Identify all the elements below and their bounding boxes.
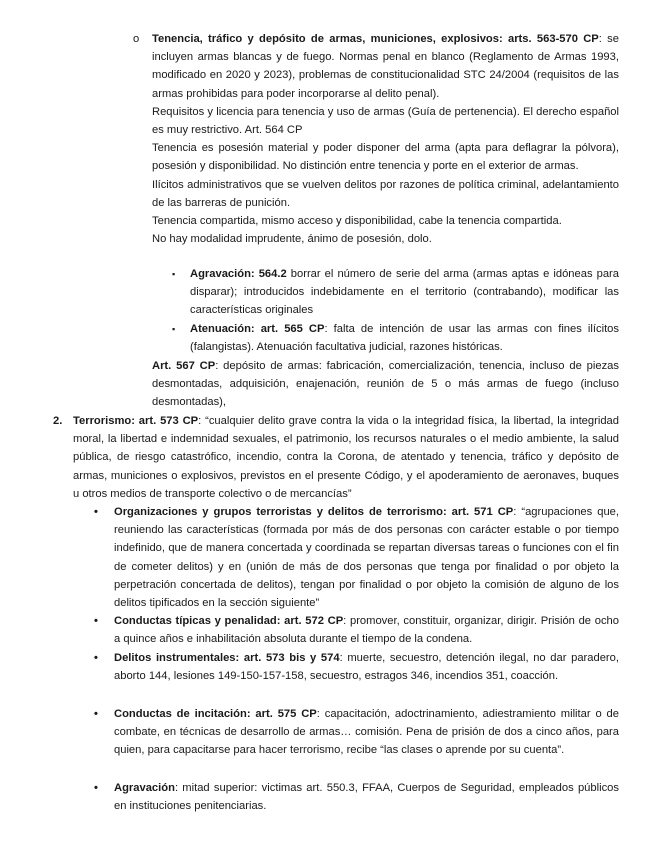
bullet-icon: • xyxy=(94,615,98,627)
item-heading: Agravación: 564.2 xyxy=(190,268,287,280)
item-heading: Delitos instrumentales: art. 573 bis y 574 xyxy=(114,652,340,664)
item-heading: Agravación xyxy=(114,782,175,794)
paragraph xyxy=(114,612,619,648)
item-heading: Atenuación: art. 565 CP xyxy=(190,323,325,335)
paragraph xyxy=(114,779,619,815)
list-item-conductas-tipicas xyxy=(94,612,619,648)
item-text: : mitad superior: victimas art. 550.3, FFAA, Cuerpos de Seguridad, empleados públicos en instituciones penitenciarias. xyxy=(114,782,619,813)
list-item-tenencia xyxy=(133,30,619,248)
bullet-icon: • xyxy=(94,782,98,794)
item-text: borrar el número de serie del arma (armas aptas e idóneas para disparar); introducidos indebidamente en el territorio (contrabando), modificar las características originales xyxy=(190,268,619,317)
paragraph xyxy=(190,320,619,356)
item-text: : muerte, secuestro, detención ilegal, no dar paradero, aborto 144, lesiones 149-150-157-158, secuestro, estragos 346, incendios 351, coacción. xyxy=(114,652,619,683)
paragraph xyxy=(190,265,619,320)
item-heading: Art. 567 CP xyxy=(152,360,216,372)
square-bullet-icon: ▪ xyxy=(172,269,176,279)
bullet-icon: • xyxy=(94,652,98,664)
paragraph xyxy=(152,30,619,103)
paragraph: Requisitos y licencia para tenencia y uso de armas (Guía de pertenencia). El derecho español es muy restrictivo. Art. 564 CP xyxy=(152,105,619,137)
paragraph: Tenencia compartida, mismo acceso y disponibilidad, cabe la tenencia compartida. xyxy=(152,215,562,228)
item-text: : “cualquier delito grave contra la vida o la integridad física, la libertad, la integridad moral, la libertad e indemnidad sexuales, el patrimonio, los recursos naturales o el medio ambiente, la salud pública, de riesgo catastrófico, incendio, contra la Corona, de atentado y tenencia, tráfico y depósito de armas, municiones o explosivos, previstos en el presente Código, y el apoderamiento de aeronaves, buques u otros medios de transporte colectivo o de mercancías” xyxy=(73,415,619,500)
paragraph: Ilícitos administrativos que se vuelven delitos por razones de política criminal, adelantamiento de las barreras de punición. xyxy=(152,178,619,209)
list-item-organizaciones xyxy=(94,503,619,612)
item-heading: Tenencia, tráfico y depósito de armas, municiones, explosivos: arts. 563-570 CP xyxy=(152,33,599,45)
paragraph xyxy=(73,412,619,503)
item-text: : promover, constituir, organizar, dirigir. Prisión de ocho a quince años e inhabilitación absoluta durante el tiempo de la condena. xyxy=(114,615,619,646)
item-heading: Organizaciones y grupos terroristas y delitos de terrorismo: art. 571 CP xyxy=(114,506,514,518)
list-marker: o xyxy=(133,33,140,45)
paragraph xyxy=(114,503,619,612)
paragraph-art-567 xyxy=(152,357,619,412)
list-item-delitos-instrumentales xyxy=(94,649,619,685)
list-number: 2. xyxy=(53,415,63,427)
item-text: : falta de intención de usar las armas con fines ilícitos (falangistas). Atenuación facultativa judicial, razones históricas. xyxy=(190,323,619,354)
item-heading: Conductas de incitación: art. 575 CP xyxy=(114,708,317,720)
paragraph xyxy=(114,649,619,685)
paragraph xyxy=(114,705,619,760)
item-heading: Terrorismo: art. 573 CP xyxy=(73,415,199,427)
square-bullet-icon: ▪ xyxy=(172,324,176,334)
bullet-icon: • xyxy=(94,506,98,518)
list-item-agravacion-terrorismo xyxy=(94,779,619,815)
paragraph: Tenencia es posesión material y poder disponer del arma (apta para deflagrar la pólvora), posesión y disponibilidad. No distinción entre tenencia y porte en el exterior de armas. xyxy=(152,142,619,173)
bullet-icon: • xyxy=(94,708,98,720)
list-item-conductas-incitacion xyxy=(94,705,619,760)
list-item-terrorismo xyxy=(53,412,619,503)
item-text: : “agrupaciones que, reuniendo las características (formada por más de dos personas con carácter estable o por tiempo indefinido, que de manera concertada y coordinada se repartan diversas tareas o funciones con el fin de cometer delitos) y en (unión de más de dos personas que tenga por finalidad o por objeto la perpetración concertada de delitos), tengan por finalidad o por objeto la comisión de alguno de los delitos tipificados en la sección siguiente” xyxy=(114,506,619,610)
item-heading: Conductas típicas y penalidad: art. 572 CP xyxy=(114,615,344,627)
item-text: : capacitación, adoctrinamiento, adiestramiento militar o de combate, en técnicas de desarrollo de armas… comisión. Pena de prisión de dos a cinco años, para quien, para capacitarse para hacer terrorismo, recibe “las clases o aprende por su cuenta”. xyxy=(114,708,619,757)
paragraph xyxy=(152,357,619,412)
paragraph: No hay modalidad imprudente, ánimo de posesión, dolo. xyxy=(152,233,432,246)
list-item-agravacion-armas xyxy=(172,265,619,320)
item-text: : depósito de armas: fabricación, comercialización, tenencia, incluso de piezas desmontadas, adquisición, enajenación, reunión de 5 o más armas de fuego (incluso desmontadas), xyxy=(152,360,619,409)
list-item-atenuacion xyxy=(172,320,619,356)
item-text: : se incluyen armas blancas y de fuego. Normas penal en blanco (Reglamento de Armas 1993, modificado en 2020 y 2023), problemas de constitucionalidad STC 24/2004 (requisitos de las armas prohibidas para poder incorporarse al delito penal). xyxy=(152,33,619,100)
